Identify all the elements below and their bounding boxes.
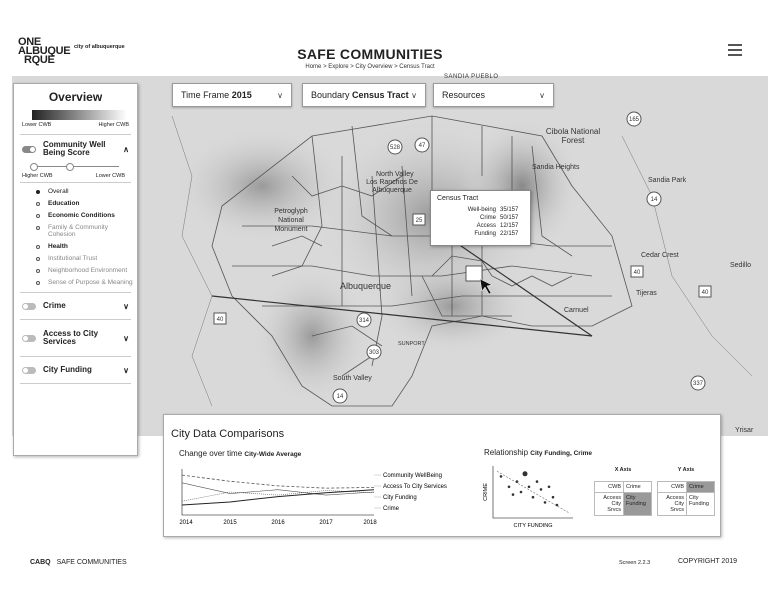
x-tick-label: 2014 (179, 520, 193, 526)
subcategory-label: Overall (48, 188, 69, 195)
hamburger-menu-icon[interactable] (728, 44, 742, 56)
timeframe-label: Time Frame (181, 90, 230, 100)
chevron-down-icon[interactable]: ∨ (123, 365, 129, 375)
footer-brand (30, 559, 127, 566)
change-over-time-title (179, 449, 301, 458)
cwb-subcategory-item[interactable] (14, 243, 137, 250)
line-series-community-wellbeing (182, 475, 374, 488)
footer-screen-id: Screen 2.2.3 (619, 560, 651, 566)
cwb-range-slider[interactable] (28, 163, 123, 171)
slider-right-label: Lower CWB (95, 173, 125, 179)
scatter-point[interactable] (548, 486, 551, 489)
svg-text:14: 14 (336, 394, 344, 400)
tooltip-row (437, 222, 524, 230)
section-city-funding[interactable] (14, 357, 137, 383)
svg-text:47: 47 (418, 143, 426, 149)
radio-icon[interactable] (36, 226, 40, 230)
section-crime[interactable] (14, 293, 137, 319)
selected-tract[interactable] (466, 266, 482, 281)
cwb-toggle[interactable] (22, 146, 36, 153)
x-axis-picker[interactable] (594, 467, 652, 516)
relationship-sub-text: City Funding, Crime (530, 450, 593, 457)
chevron-down-icon: ∨ (277, 90, 283, 100)
chevron-down-icon[interactable]: ∨ (123, 333, 129, 343)
tooltip-value: 22/157 (500, 231, 519, 237)
scatter-point[interactable] (516, 480, 519, 483)
legend-label: City Funding (383, 495, 417, 501)
map-label-sandia-pueblo: SANDIA PUEBLO (444, 74, 499, 80)
scatter-point[interactable] (528, 486, 531, 489)
tooltip-key: Access (476, 223, 496, 229)
tooltip-key: Well-being (467, 207, 496, 213)
logo-subtitle: city of albuquerque (74, 44, 125, 50)
section-community-well-being[interactable] (14, 141, 137, 157)
y-axis-label: Y Axis (677, 467, 695, 473)
scatter-point[interactable] (520, 491, 523, 494)
y-option-access[interactable]: Access City Srvcs (658, 492, 686, 515)
cwb-subcategory-item[interactable] (14, 279, 137, 286)
section-label: Crime (43, 301, 66, 310)
y-axis-picker[interactable] (657, 467, 715, 516)
legend-label: Community WellBeing (383, 473, 442, 479)
tooltip-value: 35/157 (500, 207, 519, 213)
map-label-sandia-heights: Sandia Heights (532, 164, 580, 171)
chevron-down-icon: ∨ (411, 90, 417, 100)
logo-line3: RQUE (24, 54, 55, 66)
y-option-crime-selected[interactable]: Crime (686, 482, 714, 492)
svg-text:40: 40 (701, 290, 709, 296)
footer-brand-name: CABQ (30, 559, 51, 566)
subcategory-label: Neighborhood Environment (48, 267, 128, 274)
map-label-sunport: SUNPORT (398, 341, 425, 347)
x-option-access[interactable]: Access City Srvcs (595, 492, 623, 515)
scatter-point[interactable] (552, 496, 555, 499)
cwb-subcategory-item[interactable] (14, 267, 137, 274)
cwb-subcategory-item[interactable] (14, 212, 137, 219)
section-label: Access to City Services (43, 329, 99, 346)
footer-copyright: COPYRIGHT 2019 (678, 558, 738, 565)
scatter-point[interactable] (540, 488, 543, 491)
y-option-funding[interactable]: City Funding (686, 492, 714, 515)
scatter-y-label: CRIME (483, 483, 489, 501)
map-label-petroglyph: Petroglyph National Monument (274, 208, 308, 233)
radio-icon[interactable] (36, 281, 40, 285)
map-label-sedillo: Sedillo (730, 262, 752, 269)
page-title: SAFE COMMUNITIES (297, 46, 443, 62)
scatter-point[interactable] (508, 486, 511, 489)
scatter-point[interactable] (544, 501, 547, 504)
logo-line2: ALBUQUE (18, 45, 71, 57)
scatter-axes (493, 466, 573, 518)
scatter-point[interactable] (556, 504, 559, 507)
section-label: Community Well Being Score (43, 140, 106, 157)
resources-select[interactable] (433, 83, 554, 107)
logo-line1: ONE (18, 36, 41, 48)
scatter-point[interactable] (512, 493, 515, 496)
cwb-gradient-legend (32, 110, 127, 120)
svg-text:14: 14 (650, 197, 658, 203)
tooltip-row (437, 206, 524, 214)
footer-app-name: SAFE COMMUNITIES (56, 559, 127, 566)
x-tick-label: 2015 (223, 520, 237, 526)
svg-text:528: 528 (389, 145, 401, 151)
city-data-comparisons-panel (163, 414, 721, 537)
line-series-access-to-city-services (182, 483, 374, 495)
slider-left-label: Higher CWB (22, 173, 53, 179)
change-sub-text: City-Wide Average (244, 451, 302, 458)
subcategory-label: Family & Community Cohesion (48, 224, 108, 238)
map-label-north-valley: North Valley (376, 171, 414, 178)
line-chart (176, 465, 466, 533)
map-label-cibola: Cibola National Forest (545, 127, 601, 145)
crime-toggle[interactable] (22, 303, 36, 310)
subcategory-label: Economic Conditions (48, 212, 115, 219)
slider-handle-right[interactable] (66, 163, 74, 171)
cwb-subcategory-item[interactable] (14, 188, 137, 195)
tooltip-title: Census Tract (437, 195, 479, 202)
scatter-point[interactable] (532, 496, 535, 499)
svg-text:40: 40 (633, 270, 641, 276)
change-title-text: Change over time (179, 449, 243, 458)
radio-icon[interactable] (36, 257, 40, 261)
svg-text:25: 25 (415, 218, 423, 224)
tooltip-row (437, 214, 524, 222)
slider-handle-left[interactable] (30, 163, 38, 171)
boundary-select[interactable] (302, 83, 426, 107)
legend-label: Access To City Services (383, 484, 447, 490)
scatter-x-label: CITY FUNDING (513, 523, 553, 529)
access-toggle[interactable] (22, 335, 36, 342)
svg-text:165: 165 (628, 117, 640, 123)
map-label-tijeras: Tijeras (636, 290, 657, 297)
relationship-title (484, 448, 592, 457)
svg-text:40: 40 (216, 317, 224, 323)
x-option-crime[interactable]: Crime (623, 482, 651, 492)
tooltip-value: 50/157 (500, 215, 519, 221)
svg-text:314: 314 (358, 318, 370, 324)
x-option-cwb[interactable]: CWB (608, 484, 621, 490)
x-option-funding-selected[interactable]: City Funding (623, 492, 651, 515)
map-label-sandia-park: Sandia Park (648, 177, 687, 184)
x-tick-label: 2016 (271, 520, 285, 526)
scatter-point[interactable] (523, 471, 528, 476)
radio-icon[interactable] (36, 214, 40, 218)
legend-label: Crime (383, 506, 399, 512)
chevron-down-icon[interactable]: ∨ (123, 301, 129, 311)
map-label-los-ranchos: Los Ranchos De Albuquerque (366, 179, 418, 194)
x-axis-label: X Axis (614, 467, 632, 473)
gradient-high-label: Higher CWB (98, 122, 129, 128)
breadcrumb[interactable]: Home > Explore > City Overview > Census Tract (305, 64, 435, 70)
trend-line (497, 471, 569, 513)
y-option-cwb[interactable]: CWB (671, 484, 684, 490)
radio-icon[interactable] (36, 190, 40, 194)
x-tick-label: 2018 (363, 520, 377, 526)
section-label: City Funding (43, 365, 92, 374)
timeframe-value: 2015 (231, 90, 252, 100)
radio-icon[interactable] (36, 245, 40, 249)
cwb-subcategory-item[interactable] (14, 255, 137, 262)
subcategory-label: Education (48, 200, 80, 207)
gradient-low-label: Lower CWB (22, 122, 52, 128)
panel-title: City Data Comparisons (171, 428, 285, 440)
resources-label: Resources (442, 90, 486, 100)
tooltip-key: Funding (474, 231, 496, 237)
chevron-up-icon[interactable]: ∧ (123, 144, 129, 154)
tooltip-row (437, 230, 524, 238)
svg-text:337: 337 (692, 381, 704, 387)
radio-icon[interactable] (36, 269, 40, 273)
tooltip-key: Crime (480, 215, 496, 221)
boundary-label: Boundary (311, 90, 350, 100)
boundary-value: Census Tract (352, 90, 409, 100)
line-series-crime (182, 490, 374, 505)
subcategory-label: Institutional Trust (48, 255, 98, 262)
map-label-cedar-crest: Cedar Crest (641, 252, 679, 259)
subcategory-label: Health (48, 243, 68, 250)
funding-toggle[interactable] (22, 367, 36, 374)
map-label-south-valley: South Valley (333, 375, 372, 382)
map-label-albuquerque: Albuquerque (340, 281, 392, 291)
map-label-carnuel: Carnuel (564, 307, 589, 314)
cwb-subcategory-item[interactable] (14, 200, 137, 207)
map-label-yrisarri: Yrisar (735, 427, 754, 434)
relationship-title-text: Relationship (484, 448, 529, 457)
scatter-point[interactable] (536, 480, 539, 483)
tooltip-value: 12/157 (500, 223, 519, 229)
overview-sidebar (13, 83, 138, 456)
cwb-subcategory-item[interactable] (14, 224, 137, 238)
radio-icon[interactable] (36, 202, 40, 206)
svg-text:303: 303 (368, 350, 380, 356)
x-tick-label: 2017 (319, 520, 333, 526)
line-series-city-funding (182, 490, 374, 501)
scatter-chart (479, 462, 579, 532)
census-tract-tooltip (430, 190, 531, 246)
chevron-down-icon: ∨ (539, 90, 545, 100)
scatter-point[interactable] (500, 475, 503, 478)
subcategory-label: Sense of Purpose & Meaning (48, 279, 133, 286)
timeframe-select[interactable] (172, 83, 292, 107)
sidebar-title: Overview (48, 90, 103, 104)
cwb-subcategory-list (14, 188, 137, 286)
section-access-city-services[interactable] (14, 320, 137, 356)
